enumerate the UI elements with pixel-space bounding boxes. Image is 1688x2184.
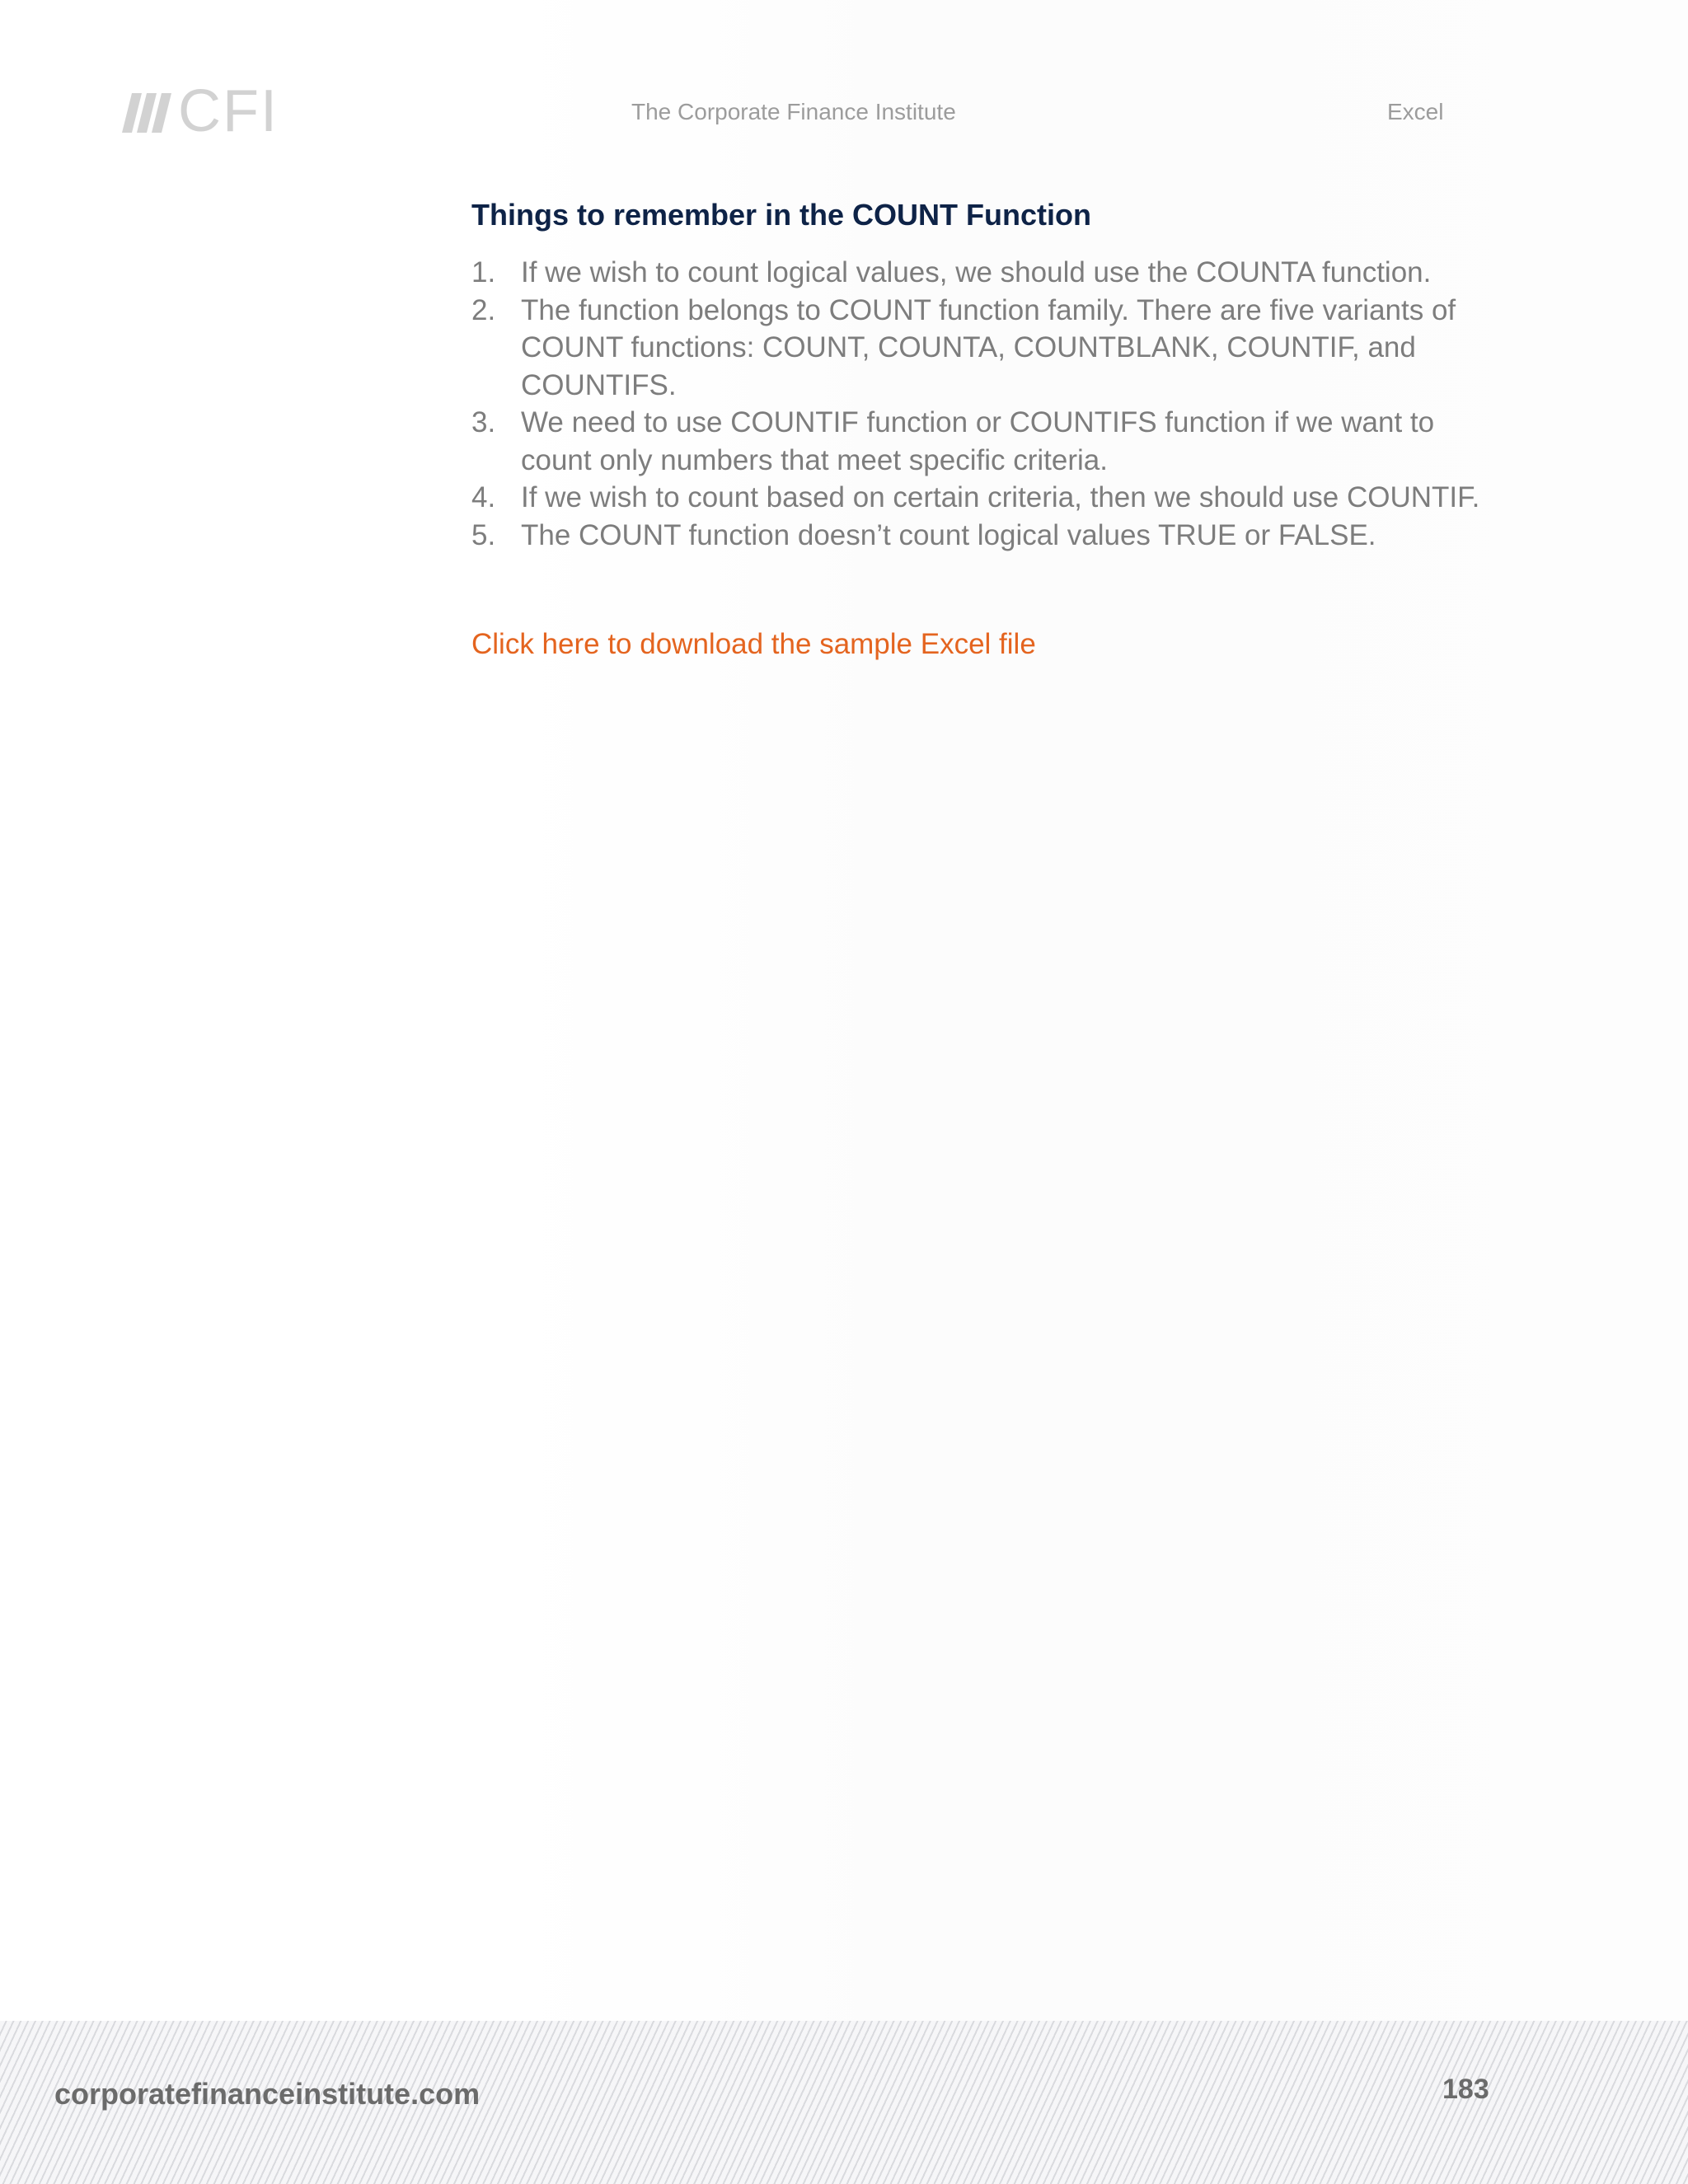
page-number: 183 <box>1442 2074 1489 2105</box>
list-item-number: 5. <box>471 518 496 551</box>
list-item-number: 3. <box>471 406 496 438</box>
list-item-text: The function belongs to COUNT function family. There are five variants of COUNT functions: COUNT, COUNTA, COUNTBLANK, COUNTIF, and COUNTIFS. <box>521 293 1456 401</box>
remember-list <box>471 254 1502 554</box>
section-title: Things to remember in the COUNT Function <box>471 198 1092 232</box>
list-item <box>471 292 1502 405</box>
list-item <box>471 479 1502 517</box>
footer-website: corporatefinanceinstitute.com <box>54 2077 481 2111</box>
list-item-text: If we wish to count logical values, we should use the COUNTA function. <box>521 256 1432 288</box>
list-item-number: 2. <box>471 293 496 326</box>
list-item-text: If we wish to count based on certain criteria, then we should use COUNTIF. <box>521 481 1480 513</box>
cfi-logo-mark-icon <box>114 87 173 136</box>
list-item <box>471 517 1502 555</box>
list-item-text: We need to use COUNTIF function or COUNTIFS function if we want to count only numbers that meet specific criteria. <box>521 406 1435 476</box>
page-footer <box>0 2021 1688 2184</box>
list-item-text: The COUNT function doesn’t count logical values TRUE or FALSE. <box>521 518 1376 551</box>
main-content <box>471 198 1502 661</box>
list-item-number: 1. <box>471 256 496 288</box>
list-item <box>471 254 1502 292</box>
header-publisher: The Corporate Finance Institute <box>631 99 956 124</box>
cfi-logo <box>114 78 279 144</box>
list-item-number: 4. <box>471 481 496 513</box>
logo-text: CFI <box>178 78 279 144</box>
list-item <box>471 404 1502 479</box>
download-sample-link[interactable]: Click here to download the sample Excel file <box>471 628 1036 660</box>
header-section-label: Excel <box>1387 99 1444 124</box>
